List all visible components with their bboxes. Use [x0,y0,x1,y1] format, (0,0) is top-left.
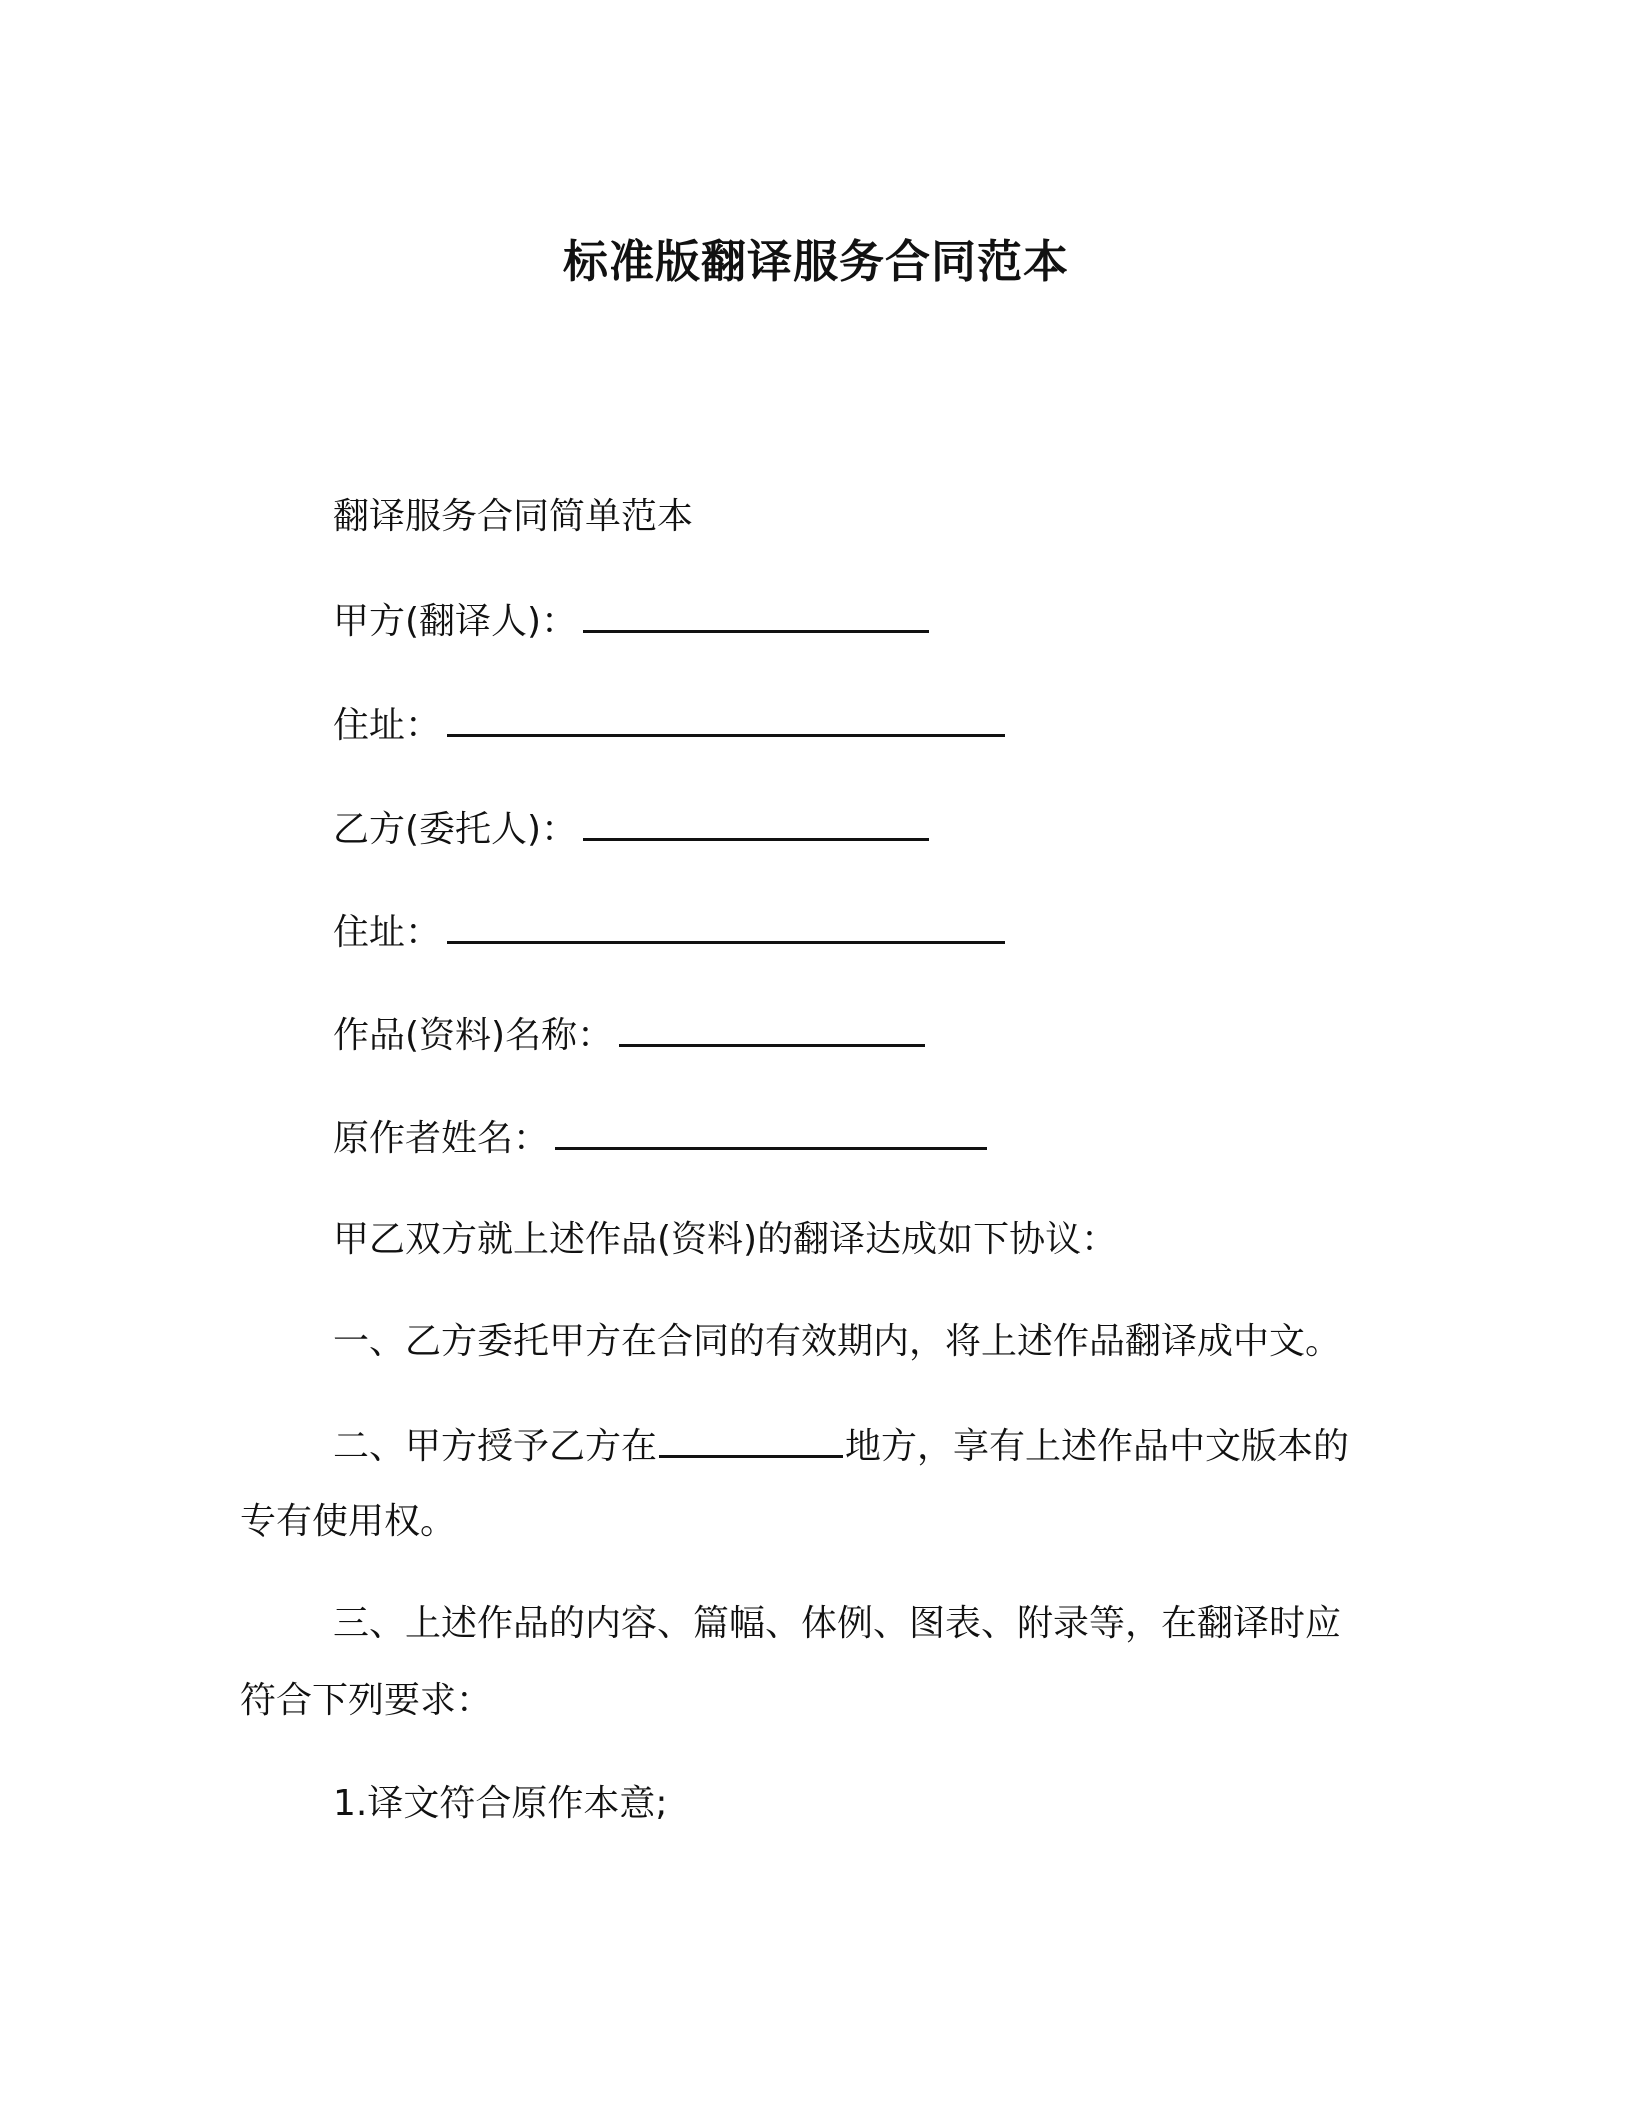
clause-2-line [333,1421,1349,1471]
address-b-label: 住址： [333,912,442,953]
party-a-label: 甲方(翻译人)： [333,601,578,642]
clause-3-continuation: 符合下列要求： [240,1680,493,1721]
author-row [333,1113,987,1163]
author-label: 原作者姓名： [333,1118,550,1159]
address-b-blank [447,907,1005,944]
party-b-row [333,804,929,854]
clause-2-blank [659,1421,843,1458]
party-b-blank [583,804,929,841]
document-subtitle: 翻译服务合同简单范本 [333,496,694,537]
clause-1: 一、乙方委托甲方在合同的有效期内，将上述作品翻译成中文。 [333,1321,1342,1362]
clause-2-continuation: 专有使用权。 [240,1501,457,1542]
party-a-blank [583,596,929,633]
clause-2-part2: 地方，享有上述作品中文版本的 [845,1426,1350,1467]
address-a-label: 住址： [333,705,442,746]
item-1: 1.译文符合原作本意; [333,1783,668,1824]
work-name-blank [619,1010,925,1047]
clause-3-line: 三、上述作品的内容、篇幅、体例、图表、附录等，在翻译时应 [333,1603,1342,1644]
clause-2-part1: 二、甲方授予乙方在 [333,1426,658,1467]
document-title: 标准版翻译服务合同范本 [562,235,1069,288]
address-a-row [333,700,1005,750]
work-name-label: 作品(资料)名称： [333,1015,614,1056]
work-name-row [333,1010,925,1060]
party-b-label: 乙方(委托人)： [333,809,578,850]
party-a-row [333,596,929,646]
address-a-blank [447,700,1005,737]
address-b-row [333,907,1005,957]
agreement-intro: 甲乙双方就上述作品(资料)的翻译达成如下协议： [333,1219,1118,1260]
author-blank [555,1113,987,1150]
